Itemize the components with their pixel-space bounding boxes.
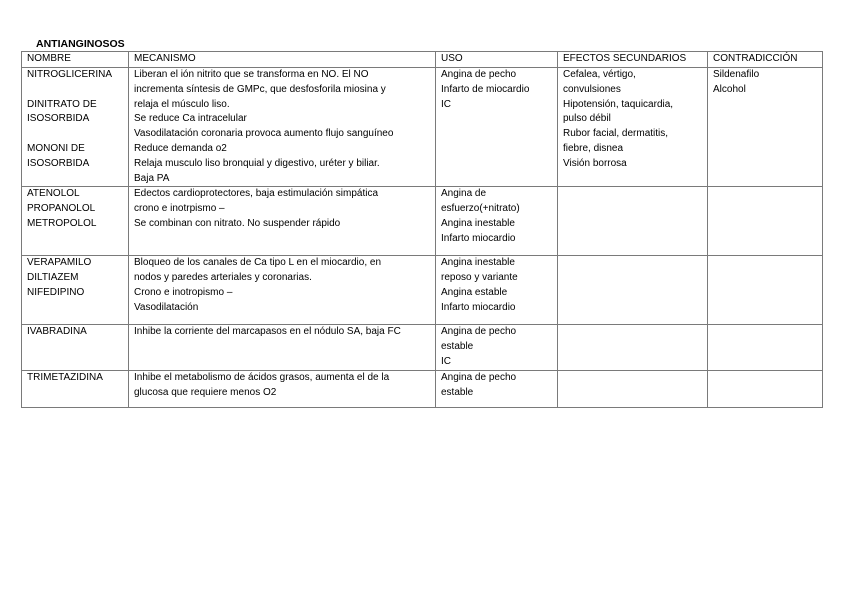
drug-name: METROPOLOL xyxy=(27,217,97,229)
mechanism-line: Bloqueo de los canales de Ca tipo L en el miocardio, en xyxy=(134,257,382,269)
drug-name: ISOSORBIDA xyxy=(27,113,90,125)
cell-efectos-secundarios xyxy=(558,68,708,187)
side-effect-line: Rubor facial, dermatitis, xyxy=(563,128,669,140)
header-mecanismo: MECANISMO xyxy=(129,52,436,68)
table-row-antagonistas-calcio xyxy=(22,256,823,325)
use-line: Angina de pecho xyxy=(441,371,517,383)
use-line: Angina inestable xyxy=(441,257,515,269)
cell-mecanismo xyxy=(129,68,436,187)
mechanism-line: Se reduce Ca intracelular xyxy=(134,113,247,125)
mechanism-line: Crono e inotropismo – xyxy=(134,286,233,298)
header-uso: USO xyxy=(436,52,558,68)
cell-nombre xyxy=(22,68,129,187)
cell-nombre xyxy=(22,325,129,370)
antianginosos-table xyxy=(21,51,823,408)
mechanism-line: nodos y paredes arteriales y coronarias. xyxy=(134,272,312,284)
cell-nombre xyxy=(22,370,129,407)
side-effect-line: Cefalea, vértigo, xyxy=(563,69,636,80)
use-line: Infarto miocardio xyxy=(441,301,516,313)
mechanism-line: Liberan el ión nitrito que se transforma en NO. El NO xyxy=(134,69,369,80)
cell-mecanismo xyxy=(129,325,436,370)
drug-name: DILTIAZEM xyxy=(27,272,79,284)
drug-name: NITROGLICERINA xyxy=(27,69,113,80)
cell-efectos-secundarios xyxy=(558,370,708,407)
use-line: Angina estable xyxy=(441,286,508,298)
use-line: IC xyxy=(441,98,451,110)
mechanism-line: Inhibe la corriente del marcapasos en el nódulo SA, baja FC xyxy=(134,326,401,338)
side-effect-line: pulso débil xyxy=(563,113,611,125)
drug-name: IVABRADINA xyxy=(27,326,87,338)
use-line: Angina de pecho xyxy=(441,69,517,80)
cell-efectos-secundarios xyxy=(558,256,708,325)
use-line: Infarto de miocardio xyxy=(441,83,530,95)
table-row-betabloqueantes xyxy=(22,187,823,256)
cell-efectos-secundarios xyxy=(558,187,708,256)
drug-name: MONONI DE xyxy=(27,142,85,154)
use-line: Angina de pecho xyxy=(441,326,517,338)
cell-uso xyxy=(436,68,558,187)
contraindication-line: Alcohol xyxy=(713,83,746,95)
use-line: Angina de xyxy=(441,188,487,200)
mechanism-line: relaja el músculo liso. xyxy=(134,98,230,110)
cell-efectos-secundarios xyxy=(558,325,708,370)
drug-name: ISOSORBIDA xyxy=(27,157,90,169)
cell-spacer xyxy=(27,127,124,142)
mechanism-line: Baja PA xyxy=(134,172,170,184)
mechanism-line: Relaja musculo liso bronquial y digestivo, uréter y biliar. xyxy=(134,157,380,169)
cell-nombre xyxy=(22,256,129,325)
mechanism-line: Vasodilatación xyxy=(134,301,199,313)
mechanism-line: Vasodilatación coronaria provoca aumento flujo sanguíneo xyxy=(134,128,394,140)
side-effect-line: fiebre, disnea xyxy=(563,142,624,154)
cell-contradiccion xyxy=(708,68,823,187)
table-row-trimetazidina xyxy=(22,370,823,407)
mechanism-line: glucosa que requiere menos O2 xyxy=(134,386,277,398)
mechanism-line: incrementa síntesis de GMPc, que desfosforila miosina y xyxy=(134,83,386,95)
cell-uso xyxy=(436,370,558,407)
side-effect-line: Visión borrosa xyxy=(563,157,627,169)
table-row-nitratos xyxy=(22,68,823,187)
drug-name: TRIMETAZIDINA xyxy=(27,371,103,383)
side-effect-line: convulsiones xyxy=(563,83,621,95)
drug-name: DINITRATO DE xyxy=(27,98,97,110)
cell-uso xyxy=(436,187,558,256)
use-line: esfuerzo(+nitrato) xyxy=(441,203,520,215)
header-efectos-secundarios: EFECTOS SECUNDARIOS xyxy=(558,52,708,68)
cell-uso xyxy=(436,325,558,370)
drug-name: ATENOLOL xyxy=(27,188,80,200)
cell-nombre xyxy=(22,187,129,256)
use-line: estable xyxy=(441,341,474,353)
table-row-ivabradina xyxy=(22,325,823,370)
cell-contradiccion xyxy=(708,370,823,407)
drug-name: PROPANOLOL xyxy=(27,203,96,215)
header-nombre: NOMBRE xyxy=(22,52,129,68)
cell-mecanismo xyxy=(129,256,436,325)
cell-contradiccion xyxy=(708,325,823,370)
document-title: ANTIANGINOSOS xyxy=(36,38,125,50)
contraindication-line: Sildenafilo xyxy=(713,69,760,80)
mechanism-line: Se combinan con nitrato. No suspender rápido xyxy=(134,217,341,229)
cell-spacer xyxy=(27,83,124,98)
mechanism-line: Edectos cardioprotectores, baja estimulación simpática xyxy=(134,188,379,200)
cell-uso xyxy=(436,256,558,325)
cell-contradiccion xyxy=(708,256,823,325)
use-line: reposo y variante xyxy=(441,272,518,284)
use-line: Infarto miocardio xyxy=(441,232,516,244)
cell-mecanismo xyxy=(129,370,436,407)
drug-name: VERAPAMILO xyxy=(27,257,92,269)
cell-mecanismo xyxy=(129,187,436,256)
use-line: estable xyxy=(441,386,474,398)
table-header-row xyxy=(22,52,823,68)
cell-contradiccion xyxy=(708,187,823,256)
drug-name: NIFEDIPINO xyxy=(27,286,85,298)
mechanism-line: crono e inotrpismo – xyxy=(134,203,225,215)
use-line: IC xyxy=(441,355,451,367)
side-effect-line: Hipotensión, taquicardia, xyxy=(563,98,674,110)
mechanism-line: Reduce demanda o2 xyxy=(134,142,227,154)
header-contradiccion: CONTRADICCIÓN xyxy=(708,52,823,68)
mechanism-line: Inhibe el metabolismo de ácidos grasos, aumenta el de la xyxy=(134,371,390,383)
use-line: Angina inestable xyxy=(441,217,515,229)
